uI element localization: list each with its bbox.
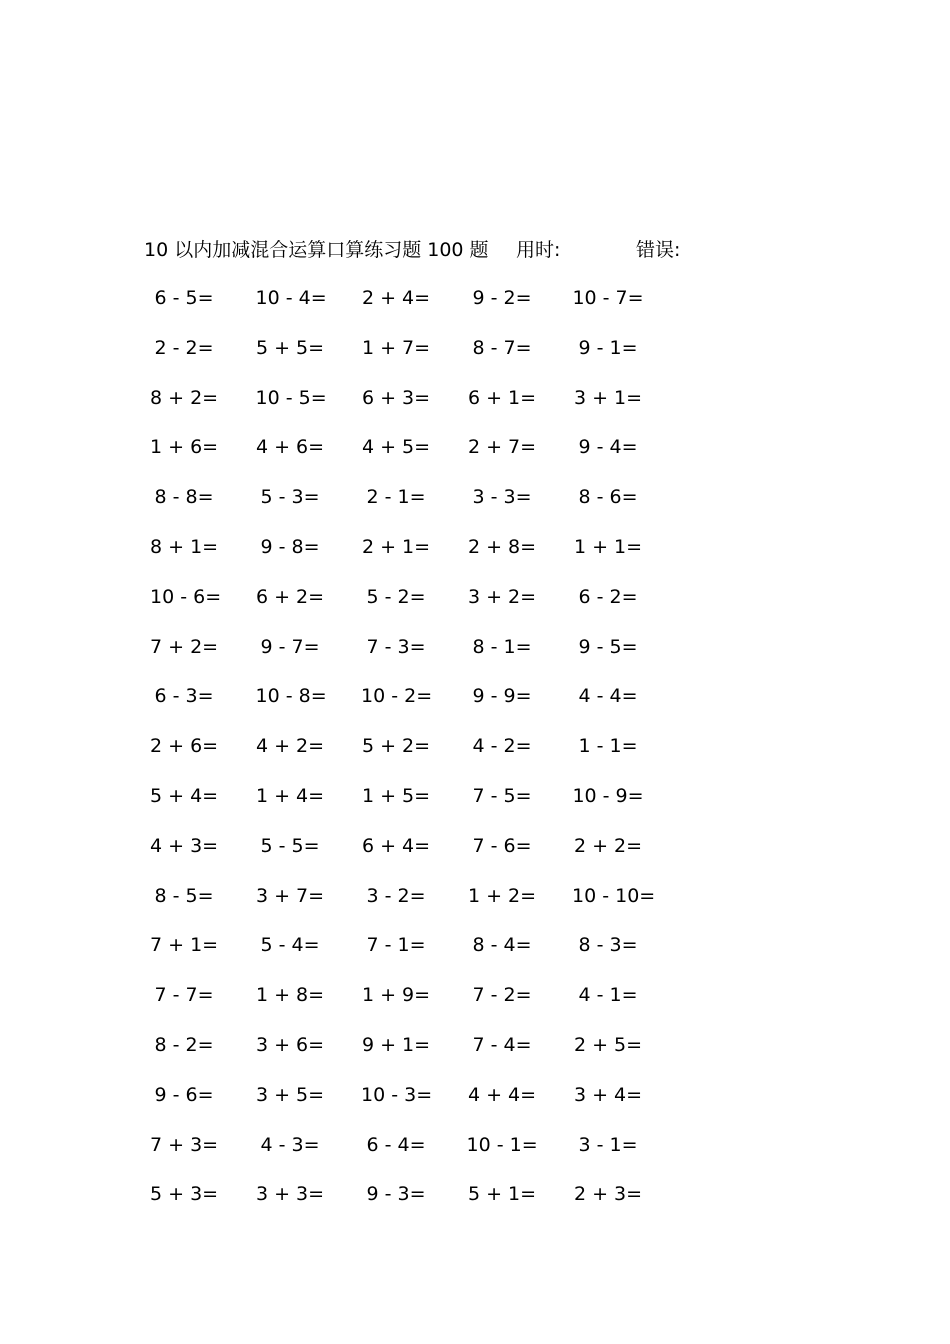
- problem-cell: 10 - 10=: [572, 884, 656, 907]
- problem-cell: 4 + 2=: [255, 735, 325, 758]
- problem-cell: 5 + 3=: [150, 1183, 219, 1206]
- problem-cell: 8 + 2=: [150, 386, 219, 409]
- problem-cell: 5 - 5=: [260, 834, 320, 857]
- problem-cell: 8 - 5=: [154, 884, 214, 907]
- problem-cell: 4 - 3=: [260, 1133, 320, 1156]
- problem-cell: 10 - 4=: [255, 287, 327, 309]
- problem-cell: 7 - 2=: [472, 984, 532, 1007]
- problem-cell: 5 - 3=: [260, 486, 320, 509]
- problem-cell: 8 + 1=: [150, 535, 219, 558]
- problem-cell: 7 - 4=: [472, 1033, 532, 1056]
- problem-cell: 8 - 4=: [472, 934, 532, 957]
- problem-cell: 1 + 2=: [467, 884, 537, 907]
- problem-cell: 7 - 7=: [154, 984, 214, 1007]
- problem-cell: 7 + 3=: [150, 1133, 219, 1156]
- problem-row: [150, 334, 710, 384]
- problem-row: [150, 633, 710, 683]
- problem-cell: 2 + 8=: [467, 535, 537, 558]
- problem-row: [150, 782, 710, 832]
- worksheet-title: 10 以内加减混合运算口算练习题 100 题: [144, 239, 489, 261]
- problem-cell: 2 - 2=: [154, 336, 214, 359]
- problem-cell: 6 + 1=: [467, 386, 537, 409]
- problem-cell: 6 + 2=: [255, 585, 325, 608]
- problem-cell: 9 - 3=: [366, 1183, 426, 1206]
- problem-cell: 6 + 3=: [361, 386, 431, 409]
- problem-row: [150, 483, 710, 533]
- problem-cell: 9 + 1=: [361, 1033, 431, 1056]
- problem-cell: 2 + 6=: [150, 735, 219, 758]
- problem-row: [150, 433, 710, 483]
- problem-row: [150, 1031, 710, 1081]
- problem-cell: 9 - 8=: [260, 535, 320, 558]
- problem-cell: 1 + 4=: [255, 784, 325, 807]
- problem-row: [150, 931, 710, 981]
- problem-cell: 7 - 5=: [472, 784, 532, 807]
- problem-cell: 2 + 4=: [361, 287, 431, 309]
- problem-cell: 10 - 6=: [150, 585, 222, 608]
- problem-cell: 1 + 1=: [573, 535, 643, 558]
- problem-row: [150, 732, 710, 782]
- time-used-label: 用时:: [516, 239, 561, 261]
- error-count-label: 错误:: [636, 239, 681, 261]
- problem-cell: 1 - 1=: [578, 735, 638, 758]
- problem-cell: 3 + 3=: [255, 1183, 325, 1206]
- problem-cell: 3 - 2=: [366, 884, 426, 907]
- problem-cell: 5 - 4=: [260, 934, 320, 957]
- problem-cell: 1 + 6=: [150, 436, 219, 459]
- problem-row: [150, 832, 710, 882]
- problem-cell: 7 - 3=: [366, 635, 426, 658]
- worksheet-header: [144, 236, 844, 264]
- problem-cell: 8 - 3=: [578, 934, 638, 957]
- problem-cell: 2 + 1=: [361, 535, 431, 558]
- problem-cell: 2 + 3=: [573, 1183, 643, 1206]
- problem-cell: 2 + 5=: [573, 1033, 643, 1056]
- problem-cell: 1 + 9=: [361, 984, 431, 1007]
- problem-cell: 6 - 5=: [154, 287, 214, 309]
- problem-cell: 6 + 4=: [361, 834, 431, 857]
- problem-cell: 1 + 8=: [255, 984, 325, 1007]
- problem-cell: 6 - 2=: [578, 585, 638, 608]
- problem-cell: 4 + 4=: [467, 1083, 537, 1106]
- problem-cell: 3 - 1=: [578, 1133, 638, 1156]
- problem-cell: 5 + 5=: [255, 336, 325, 359]
- problem-cell: 8 - 8=: [154, 486, 214, 509]
- problem-cell: 1 + 7=: [361, 336, 431, 359]
- problem-cell: 2 + 2=: [573, 834, 643, 857]
- problem-cell: 8 - 7=: [472, 336, 532, 359]
- problem-cell: 1 + 5=: [361, 784, 431, 807]
- problem-cell: 5 + 4=: [150, 784, 219, 807]
- problem-row: [150, 384, 710, 434]
- problem-cell: 10 - 9=: [572, 784, 644, 807]
- problem-cell: 6 - 4=: [366, 1133, 426, 1156]
- problem-cell: 10 - 5=: [255, 386, 327, 409]
- problem-cell: 4 - 2=: [472, 735, 532, 758]
- problem-cell: 5 + 1=: [467, 1183, 537, 1206]
- problem-cell: 10 - 8=: [255, 685, 327, 708]
- problem-row: [150, 284, 710, 334]
- problem-cell: 8 - 6=: [578, 486, 638, 509]
- problem-cell: 3 + 6=: [255, 1033, 325, 1056]
- problem-cell: 5 - 2=: [366, 585, 426, 608]
- problem-cell: 7 + 2=: [150, 635, 219, 658]
- problem-row: [150, 682, 710, 732]
- problem-cell: 3 - 3=: [472, 486, 532, 509]
- problem-cell: 7 + 1=: [150, 934, 219, 957]
- problem-cell: 4 + 6=: [255, 436, 325, 459]
- problem-row: [150, 1180, 710, 1230]
- problem-row: [150, 583, 710, 633]
- problem-row: [150, 981, 710, 1031]
- problem-cell: 9 - 9=: [472, 685, 532, 708]
- problem-cell: 3 + 4=: [573, 1083, 643, 1106]
- problem-cell: 6 - 3=: [154, 685, 214, 708]
- problem-cell: 8 - 1=: [472, 635, 532, 658]
- problem-cell: 4 + 3=: [150, 834, 219, 857]
- problem-cell: 9 - 5=: [578, 635, 638, 658]
- problem-cell: 3 + 2=: [467, 585, 537, 608]
- problem-cell: 10 - 7=: [572, 287, 644, 309]
- problem-row: [150, 882, 710, 932]
- problem-cell: 2 + 7=: [467, 436, 537, 459]
- problem-grid: [150, 284, 710, 1230]
- problem-cell: 9 - 6=: [154, 1083, 214, 1106]
- problem-cell: 7 - 6=: [472, 834, 532, 857]
- problem-cell: 2 - 1=: [366, 486, 426, 509]
- problem-cell: 9 - 7=: [260, 635, 320, 658]
- problem-cell: 7 - 1=: [366, 934, 426, 957]
- problem-cell: 4 - 1=: [578, 984, 638, 1007]
- problem-row: [150, 1081, 710, 1131]
- problem-cell: 3 + 1=: [573, 386, 643, 409]
- problem-cell: 10 - 3=: [361, 1083, 433, 1106]
- problem-cell: 9 - 1=: [578, 336, 638, 359]
- problem-cell: 9 - 4=: [578, 436, 638, 459]
- problem-cell: 9 - 2=: [472, 287, 532, 309]
- problem-cell: 8 - 2=: [154, 1033, 214, 1056]
- problem-cell: 3 + 7=: [255, 884, 325, 907]
- problem-cell: 5 + 2=: [361, 735, 431, 758]
- problem-cell: 4 + 5=: [361, 436, 431, 459]
- problem-cell: 4 - 4=: [578, 685, 638, 708]
- problem-row: [150, 533, 710, 583]
- problem-cell: 10 - 1=: [466, 1133, 538, 1156]
- problem-cell: 3 + 5=: [255, 1083, 325, 1106]
- problem-row: [150, 1131, 710, 1181]
- problem-cell: 10 - 2=: [361, 685, 433, 708]
